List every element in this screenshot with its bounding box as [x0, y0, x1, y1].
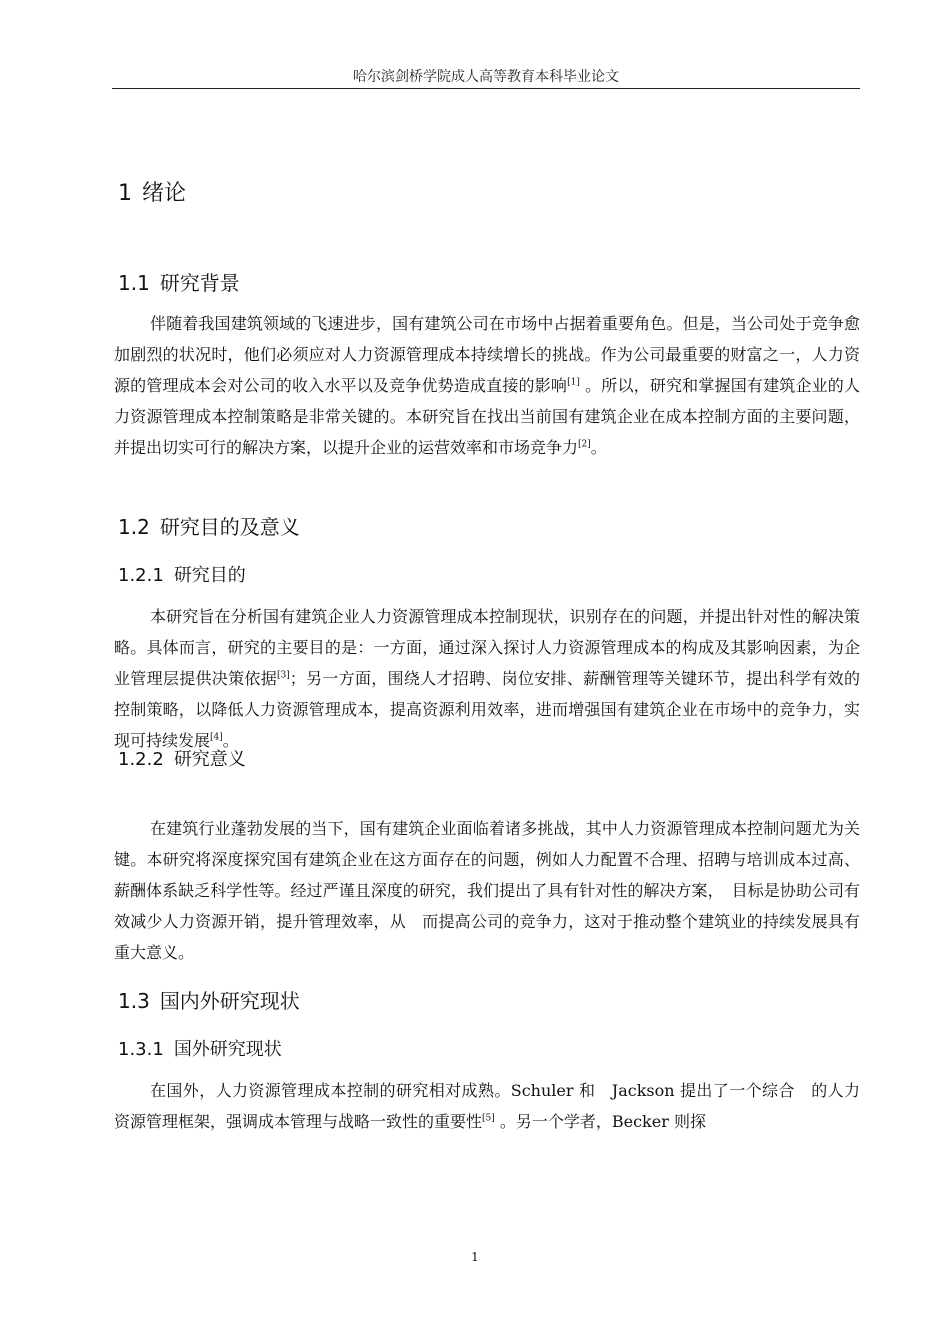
chapter-heading [118, 176, 186, 207]
section-number: 1.1 [118, 271, 150, 295]
section-heading-1-1 [118, 267, 240, 296]
paragraph-purpose [114, 601, 860, 756]
text: 本研究旨在分析国有建筑企业人力资源管理成本控制现状，识别存在的问题，并提出针对性的解决策略。具体而言，研究的主要目的是：一方面，通过深入探讨人力资源管理成本的构成及其影响因素，为企业管理层提供决策依据 [114, 607, 860, 688]
page-number: 1 [471, 1250, 479, 1264]
subsection-number: 1.2.1 [118, 565, 164, 586]
subsection-heading-1-2-1 [118, 561, 246, 587]
text: 。所以，研究和掌握国有建筑企业的人力资源管理成本控制策略是非常关键的。本研究旨在找出当前国有建筑企业在成本控制方面的主要问题，并提出切实可行的解决方案，以提升企业的运营效率和市场竞争力 [114, 376, 860, 457]
citation-4: [4] [210, 732, 223, 743]
chapter-number: 1 [118, 181, 132, 206]
text: 。 [590, 438, 607, 457]
section-number: 1.2 [118, 515, 150, 539]
paragraph-significance: 在建筑行业蓬勃发展的当下，国有建筑企业面临着诸多挑战，其中人力资源管理成本控制问题尤为关键。本研究将深度探究国有建筑企业在这方面存在的问题，例如人力配置不合理、招聘与培训成本过高、薪酬体系缺乏科学性等。经过严谨且深度的研究，我们提出了具有针对性的解决方案， 目标是协助公司有效减少人力资源开销，提升管理效率，从 而提高公司的竞争力，这对于推动整个建筑业的持续发展具有重大意义。 [114, 819, 860, 962]
subsection-number: 1.2.2 [118, 749, 164, 770]
subsection-title: 研究目的 [173, 565, 246, 586]
section-number: 1.3 [118, 989, 150, 1013]
citation-2: [2] [578, 439, 591, 450]
text: 。 [222, 731, 239, 750]
subsection-number: 1.3.1 [118, 1039, 164, 1060]
section-title: 研究目的及意义 [159, 515, 300, 539]
subsection-title: 研究意义 [173, 749, 246, 770]
subsection-heading-1-2-2 [118, 745, 246, 771]
text: 伴随着我国建筑领域的飞速进步，国有建筑公司在市场中占据着重要角色。但是，当公司处于竞争愈加剧烈的状况时，他们必须应对人力资源管理成本持续增长的挑战。作为公司最重要的财富之一，人力资源的管理成本会对公司的收入水平以及竞争优势造成直接的影响 [114, 314, 860, 395]
text: ；另一方面，围绕人才招聘、岗位安排、薪酬管理等关键环节，提出科学有效的控制策略，以降低人力资源管理成本，提高资源利用效率，进而增强国有建筑企业在市场中的竞争力，实现可持续发展 [114, 669, 860, 750]
paragraph-background [114, 308, 860, 463]
subsection-heading-1-3-1 [118, 1035, 282, 1061]
subsection-title: 国外研究现状 [173, 1039, 282, 1060]
section-heading-1-3 [118, 985, 300, 1014]
section-title: 研究背景 [159, 271, 240, 295]
running-header: 哈尔滨剑桥学院成人高等教育本科毕业论文 [353, 69, 619, 85]
text: 在国外，人力资源管理成本控制的研究相对成熟。Schuler 和 Jackson 提出了一个综合 的人力资源管理框架，强调成本管理与战略一致性的重要性 [114, 1081, 860, 1131]
citation-3: [3] [277, 670, 290, 681]
section-heading-1-2 [118, 511, 300, 540]
chapter-title: 绪论 [142, 181, 187, 206]
section-title: 国内外研究现状 [159, 989, 300, 1013]
citation-1: [1] [567, 377, 580, 388]
text: 。另一个学者，Becker 则探 [494, 1112, 706, 1131]
paragraph-foreign-research [114, 1075, 860, 1137]
citation-5: [5] [482, 1113, 495, 1124]
header-rule [112, 88, 860, 89]
